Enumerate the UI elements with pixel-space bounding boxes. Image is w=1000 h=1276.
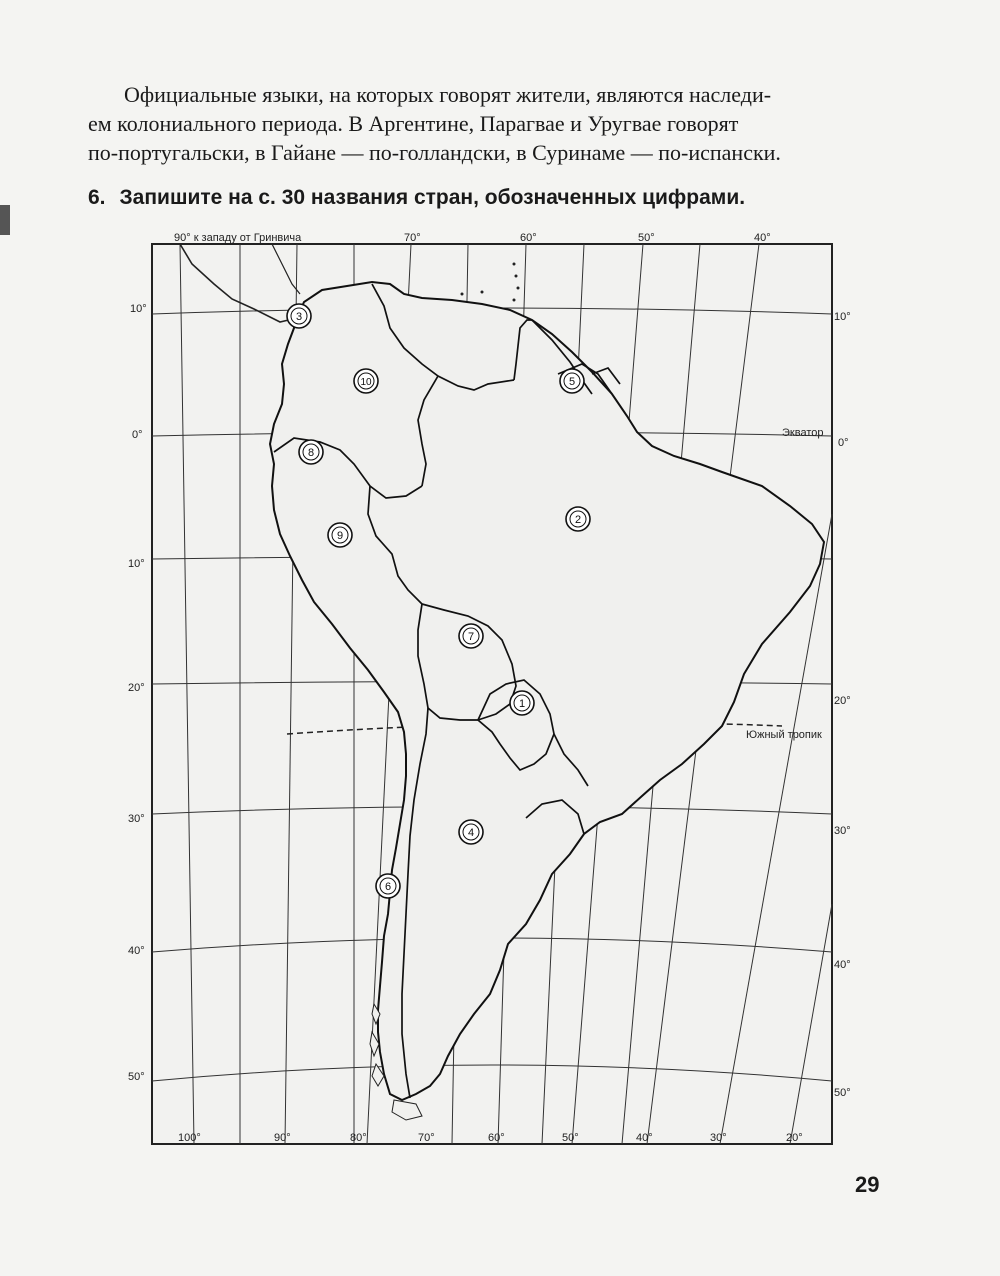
bottom-lon-label: 90° [274, 1132, 291, 1144]
left-lat-label: 10° [128, 558, 145, 570]
bottom-lon-label: 60° [488, 1132, 505, 1144]
marker-number: 5 [568, 376, 576, 388]
equator-label: Экватор [782, 427, 824, 439]
paragraph-line-3: по-португальски, в Гайане — по-голландски, в Суринаме — по-испански. [88, 140, 781, 165]
bottom-lon-label: 40° [636, 1132, 653, 1144]
right-lat-label: 30° [834, 825, 851, 837]
right-lat-label: 50° [834, 1087, 851, 1099]
tropic-label: Южный тропик [746, 729, 822, 741]
top-lon-label: 40° [754, 232, 771, 244]
marker-number: 2 [574, 514, 582, 526]
marker-number: 6 [384, 881, 392, 893]
bottom-lon-label: 100° [178, 1132, 201, 1144]
bottom-lon-label: 50° [562, 1132, 579, 1144]
bottom-lon-label: 80° [350, 1132, 367, 1144]
marker-10[interactable] [354, 369, 378, 393]
marker-number: 4 [467, 827, 475, 839]
paragraph-line-1: Официальные языки, на которых говорят жители, являются наследи- [124, 82, 772, 107]
marker-9[interactable] [328, 523, 352, 547]
marker-number: 7 [467, 631, 475, 643]
marker-2[interactable] [566, 507, 590, 531]
bottom-lon-label: 70° [418, 1132, 435, 1144]
marker-number: 1 [518, 698, 526, 710]
page-number: 29 [855, 1172, 880, 1197]
left-lat-label: 0° [132, 429, 143, 441]
marker-6[interactable] [376, 874, 400, 898]
marker-number: 10 [360, 377, 372, 388]
task-heading [88, 186, 745, 210]
left-lat-label: 40° [128, 945, 145, 957]
left-lat-label: 20° [128, 682, 145, 694]
top-lon-label: 60° [520, 232, 537, 244]
intro-paragraph [88, 80, 898, 167]
left-lat-label: 10° [130, 303, 147, 315]
south-america-contour-map [122, 224, 851, 1148]
right-lat-label: 0° [838, 437, 849, 449]
marker-1[interactable] [510, 691, 534, 715]
task-text: Запишите на с. 30 названия стран, обозначенных цифрами. [119, 186, 746, 209]
marker-8[interactable] [299, 440, 323, 464]
marker-3[interactable] [287, 304, 311, 328]
marker-4[interactable] [459, 820, 483, 844]
bottom-lon-label: 30° [710, 1132, 727, 1144]
bottom-lon-label: 20° [786, 1132, 803, 1144]
left-lat-label: 50° [128, 1071, 145, 1083]
right-lat-label: 40° [834, 959, 851, 971]
spine-mark [0, 205, 10, 235]
top-lon-label: 50° [638, 232, 655, 244]
marker-number: 9 [336, 530, 344, 542]
right-lat-label: 20° [834, 695, 851, 707]
marker-7[interactable] [459, 624, 483, 648]
left-lat-label: 30° [128, 813, 145, 825]
marker-5[interactable] [560, 369, 584, 393]
marker-number: 3 [295, 311, 303, 323]
paragraph-line-2: ем колониального периода. В Аргентине, Парагвае и Уругвае говорят [88, 111, 739, 136]
top-left-label: 90° к западу от Гринвича [174, 232, 302, 244]
right-lat-label: 10° [834, 311, 851, 323]
marker-number: 8 [307, 447, 315, 459]
top-lon-label: 70° [404, 232, 421, 244]
task-number: 6. [88, 186, 106, 209]
